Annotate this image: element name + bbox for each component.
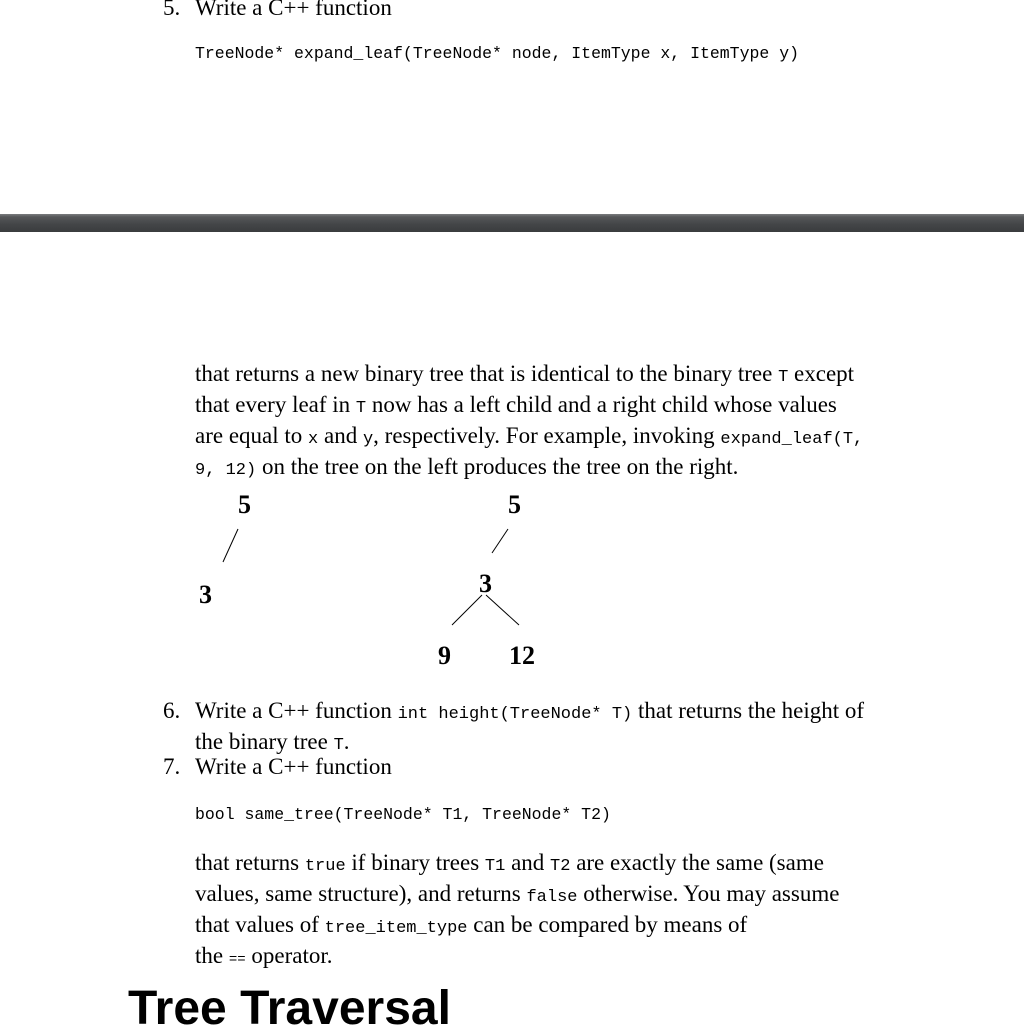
- left-tree-edge: [223, 529, 238, 562]
- desc-line: that returns a new binary tree that is identical to the binary tree T except: [195, 361, 855, 387]
- desc-line: the == operator.: [195, 943, 333, 968]
- desc-line: that returns true if binary trees T1 and T2 are exactly the same (same: [195, 850, 824, 876]
- right-tree-edge-left: [452, 595, 482, 625]
- right-tree-edge-right: [486, 595, 519, 625]
- left-tree-child: 3: [199, 580, 212, 609]
- right-tree-edge-root: [492, 529, 508, 553]
- right-tree-root: 5: [508, 490, 521, 519]
- page-divider: [0, 214, 1024, 232]
- problem-number: 5.: [163, 0, 181, 20]
- desc-line: that values of tree_item_type can be compared by means of: [195, 912, 748, 938]
- problem-6: 6. Write a C++ function int height(TreeNode* T) that returns the height of the binary tree T.: [163, 698, 865, 755]
- desc-line: 9, 12) on the tree on the left produces the tree on the right.: [195, 454, 739, 480]
- desc-line: that every leaf in T now has a left child and a right child whose values: [195, 392, 837, 418]
- right-tree-child: 3: [479, 569, 492, 598]
- page-upper-fragment: [0, 0, 1024, 214]
- problem-7-heading: 7. Write a C++ function: [163, 754, 392, 779]
- same-tree-signature: bool same_tree(TreeNode* T1, TreeNode* T2): [195, 805, 611, 824]
- problem-5-heading: [163, 0, 392, 21]
- desc-line: values, same structure), and returns false otherwise. You may assume: [195, 881, 840, 907]
- left-tree-root: 5: [238, 490, 251, 519]
- page-lower: [0, 232, 1024, 1035]
- desc-line: are equal to x and y, respectively. For example, invoking expand_leaf(T,: [195, 423, 864, 449]
- problem-intro: Write a C++ function: [195, 0, 392, 20]
- expand-leaf-signature: TreeNode* expand_leaf(TreeNode* node, ItemType x, ItemType y): [195, 44, 799, 63]
- right-tree-left-leaf: 9: [438, 641, 451, 670]
- next-section-heading: Tree Traversal: [128, 982, 451, 1035]
- right-tree-right-leaf: 12: [509, 641, 535, 670]
- problem-7-description: [195, 849, 915, 974]
